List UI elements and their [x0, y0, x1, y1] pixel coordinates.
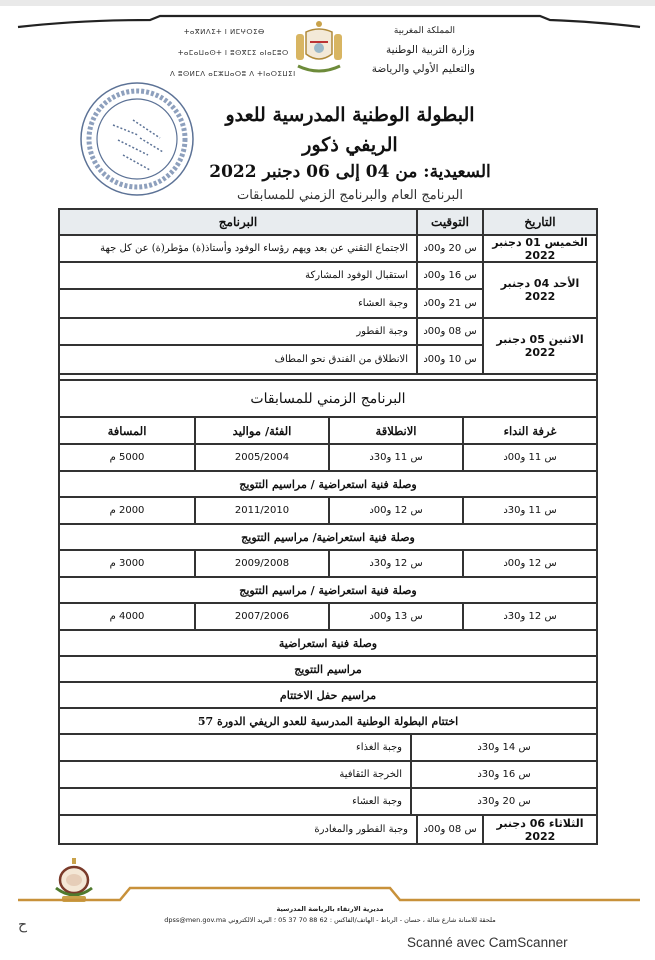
race-call-room: س 11 و30د [462, 498, 596, 523]
evening-program: وجبة الغذاء [356, 742, 402, 753]
header-program: البرنامج [218, 215, 258, 229]
day-group [60, 319, 596, 375]
footer-directorate: مديرية الارتقاء بالرياضة المدرسية [276, 905, 384, 913]
race-distance: 5000 م [109, 452, 145, 463]
day-date: الأحد 04 دجنبر 2022 [482, 263, 596, 317]
race-distance: 4000 م [109, 611, 145, 622]
header-date: التاريخ [482, 210, 596, 234]
evening-time: س 20 و30د [410, 789, 596, 814]
race-category: 2011/2010 [194, 498, 328, 523]
table-row [60, 263, 482, 290]
day-date: الخميس 01 دجنبر 2022 [482, 236, 596, 261]
evening-program: وجبة العشاء [352, 796, 402, 807]
item-program: وجبة العشاء [358, 298, 408, 309]
interlude-row: وصلة فنية استعراضية / مراسيم التتويج [60, 578, 596, 604]
evening-row [60, 735, 596, 762]
last-day-program: وجبة الفطور والمغادرة [314, 824, 408, 835]
item-program: استقبال الوفود المشاركة [305, 270, 408, 281]
letterhead-kingdom: المملكة المغربية [393, 26, 455, 36]
day-date: الاثنين 05 دجنبر 2022 [482, 319, 596, 373]
table-row [60, 319, 482, 346]
item-time: س 20 و00د [416, 236, 482, 261]
document-subtitle: السعيدية: من 04 إلى 06 دجنبر 2022 [209, 162, 491, 182]
last-day-time: س 08 و00د [416, 816, 482, 843]
coat-of-arms-icon [292, 18, 346, 78]
race-row [60, 551, 596, 578]
item-time: س 16 و00د [416, 263, 482, 288]
table-row [60, 236, 596, 263]
evening-time: س 14 و30د [410, 735, 596, 760]
race-row [60, 445, 596, 472]
evening-time: س 16 و30د [410, 762, 596, 787]
race-start: س 11 و30د [328, 445, 462, 470]
table-row [60, 346, 482, 373]
footer-address: ملحقة للامنانة شارع شالة ، حسان - الرباط - الهاتف/الفاكس : 62 88 70 37 05 ؛ البريد الالكتروني dpss@men.gov.ma [164, 916, 496, 924]
header-time: التوقيت [416, 210, 482, 234]
document-title: البطولة الوطنية المدرسية للعدو الريفي ذكور [225, 104, 475, 156]
race-call-room: س 12 و30د [462, 604, 596, 629]
race-distance: 2000 م [109, 505, 145, 516]
letterhead-tifinagh-2: ⵜⴰⵎⴰⵡⴰⵙⵜ ⵏ ⵓⵙⴳⵎⵉ ⴰⵏⴰⵎⵓⵔ [178, 49, 289, 57]
last-day-row [60, 816, 596, 843]
closing-row: مراسيم التتويج [60, 657, 596, 683]
document-caption: البرنامج العام والبرنامج الزمني للمسابقات [236, 188, 464, 203]
race-start: س 12 و00د [328, 498, 462, 523]
camscanner-watermark: Scanné avec CamScanner [407, 935, 568, 950]
letterhead-tifinagh-1: ⵜⴰⴳⵍⴷⵉⵜ ⵏ ⵍⵎⵖⵔⵉⴱ [184, 28, 265, 36]
race-row [60, 498, 596, 525]
footer-info [100, 904, 560, 926]
letterhead-tifinagh-3: ⴷ ⵓⵙⵍⵎⴷ ⴰⵎⵣⵡⴰⵔⵓ ⴷ ⵜⵏⴰⵔⵉⵡⵉⵏ [170, 70, 296, 78]
item-program: وجبة الفطور [356, 326, 408, 337]
letterhead-tifinagh [170, 22, 296, 85]
evening-row [60, 762, 596, 789]
evening-program: الخرجة الثقافية [339, 769, 402, 780]
race-call-room: س 12 و00د [462, 551, 596, 576]
item-program: الاجتماع التقني عن بعد ويهم رؤساء الوفود وأستاذ(ة) مؤطر(ة) عن كل جهة [100, 243, 408, 254]
letterhead-ministry: وزارة التربية الوطنية [386, 44, 475, 56]
letterhead-arabic [335, 22, 475, 79]
closing-row: اختتام البطولة الوطنية المدرسية للعدو الريفي الدورة 57 [60, 709, 596, 735]
evening-row [60, 789, 596, 816]
item-time: س 21 و00د [416, 290, 482, 317]
race-category: 2007/2006 [194, 604, 328, 629]
header-start: الانطلاقة [328, 418, 462, 443]
item-program: الانطلاق من الفندق نحو المطاف [274, 354, 408, 365]
race-start: س 13 و00د [328, 604, 462, 629]
race-category: 2009/2008 [194, 551, 328, 576]
program-table [58, 208, 598, 845]
race-call-room: س 11 و00د [462, 445, 596, 470]
interlude-row: وصلة فنية استعراضية/ مراسيم التتويج [60, 525, 596, 551]
general-program-header [60, 210, 596, 236]
document-titles [200, 100, 500, 208]
day-group [60, 263, 596, 319]
closing-row: مراسيم حفل الاختتام [60, 683, 596, 709]
table-row [60, 290, 482, 317]
official-stamp-icon [78, 80, 196, 198]
item-time: س 10 و00د [416, 346, 482, 373]
header-call-room: غرفة النداء [462, 418, 596, 443]
last-day-date: الثلاثاء 06 دجنبر 2022 [482, 816, 596, 843]
signature-mark: ح [18, 917, 28, 933]
race-start: س 12 و30د [328, 551, 462, 576]
race-schedule-title: البرنامج الزمني للمسابقات [60, 381, 596, 418]
header-category: الفئة/ مواليد [194, 418, 328, 443]
race-category: 2005/2004 [194, 445, 328, 470]
letterhead-ministry-2: والتعليم الأولي والرياضة [371, 63, 475, 75]
race-distance: 3000 م [109, 558, 145, 569]
item-time: س 08 و00د [416, 319, 482, 344]
race-row [60, 604, 596, 631]
header-distance: المسافة [107, 423, 147, 438]
closing-row: وصلة فنية استعراضية [60, 631, 596, 657]
race-schedule-header [60, 418, 596, 445]
interlude-row: وصلة فنية استعراضية / مراسيم التتويج [60, 472, 596, 498]
